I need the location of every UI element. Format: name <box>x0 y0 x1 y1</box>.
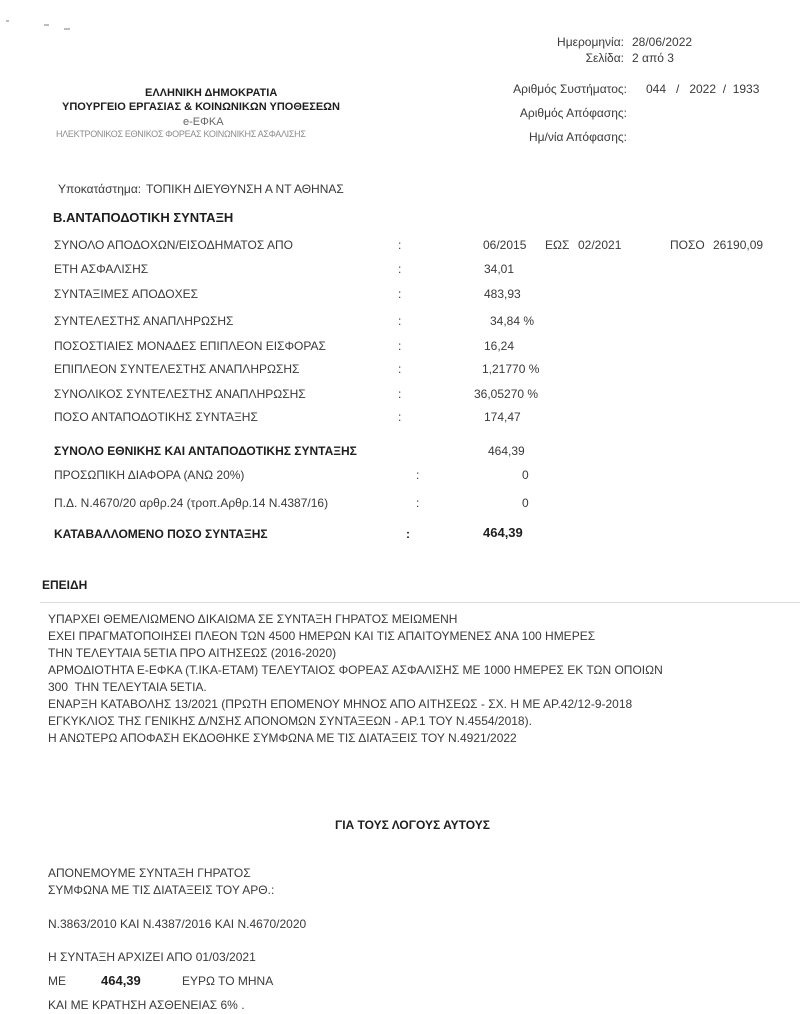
branch-label: Υποκατάστημα: <box>58 182 142 196</box>
award-line-2: ΣΥΜΦΩΝΑ ΜΕ ΤΙΣ ΔΙΑΤΑΞΕΙΣ ΤΟΥ ΑΡΘ.: <box>48 883 275 897</box>
paid-label: ΚΑΤΑΒΑΛΛΟΜΕΝΟ ΠΟΣΟ ΣΥΝΤΑΞΗΣ <box>54 527 268 541</box>
personal-diff-value: 0 <box>522 468 529 482</box>
because-line: ΤΗΝ ΤΕΛΕΥΤΑΙΑ 5ΕΤΙΑ ΠΡΟ ΑΙΤΗΣΕΩΣ (2016-2020) <box>48 646 337 660</box>
paid-value: 464,39 <box>483 525 523 540</box>
date-label: Ημερομηνία: <box>557 35 624 49</box>
award-currency: ΕΥΡΩ ΤΟ ΜΗΝΑ <box>182 974 274 988</box>
pd-label: Π.Δ. Ν.4670/20 αρθρ.24 (τροπ.Αρθρ.14 Ν.4387/16) <box>54 496 329 510</box>
personal-diff-colon: : <box>416 468 420 482</box>
period-to-label: ΕΩΣ <box>545 238 570 252</box>
amount-label: ΠΟΣΟ <box>670 238 705 252</box>
row-colon: : <box>398 262 402 276</box>
row-label: ΠΟΣΟ ΑΝΤΑΠΟΔΟΤΙΚΗΣ ΣΥΝΤΑΞΗΣ <box>54 410 258 424</box>
system-number-1: 044 <box>646 82 667 96</box>
section-title: Β.ΑΝΤΑΠΟΔΟΤΙΚΗ ΣΥΝΤΑΞΗ <box>53 210 234 225</box>
decision-date-label: Ημ/νία Απόφασης: <box>528 130 627 144</box>
row-colon: : <box>398 314 402 328</box>
because-line: ΥΠΑΡΧΕΙ ΘΕΜΕΛΙΩΜΕΝΟ ΔΙΚΑΙΩΜΑ ΣΕ ΣΥΝΤΑΞΗ ΓΗΡΑΤΟΣ ΜΕΙΩΜΕΝΗ <box>48 612 458 626</box>
row-value: 1,21770 % <box>482 362 540 376</box>
total-value: 464,39 <box>488 444 525 458</box>
award-deduction: ΚΑΙ ΜΕ ΚΡΑΤΗΣΗ ΑΣΘΕΝΕΙΑΣ 6% . <box>48 998 245 1012</box>
award-with-label: ΜΕ <box>48 974 66 988</box>
date-value: 28/06/2022 <box>632 35 693 49</box>
because-line: ΕΝΑΡΞΗ ΚΑΤΑΒΟΛΗΣ 13/2021 (ΠΡΩΤΗ ΕΠΟΜΕΝΟΥ ΜΗΝΟΣ ΑΠΟ ΑΙΤΗΣΕΩΣ - ΣΧ. Η ΜΕ ΑΡ.42/12-9-2018 <box>48 697 633 711</box>
row-colon: : <box>398 339 402 353</box>
page-label: Σελίδα: <box>585 51 624 65</box>
total-label: ΣΥΝΟΛΟ ΕΘΝΙΚΗΣ ΚΑΙ ΑΝΤΑΠΟΔΟΤΙΚΗΣ ΣΥΝΤΑΞΗΣ <box>54 444 357 458</box>
row-label: ΣΥΝΤΕΛΕΣΤΗΣ ΑΝΑΠΛΗΡΩΣΗΣ <box>54 314 234 328</box>
period-from: 06/2015 <box>483 238 527 252</box>
branch-value: ΤΟΠΙΚΗ ΔΙΕΥΘΥΝΣΗ Α ΝΤ ΑΘΗΝΑΣ <box>146 182 344 196</box>
period-to: 02/2021 <box>578 238 622 252</box>
row-value: 483,93 <box>484 287 521 301</box>
because-title: ΕΠΕΙΔΗ <box>42 578 88 592</box>
row-colon: : <box>398 387 402 401</box>
decision-number-label: Αριθμός Απόφασης: <box>519 106 627 120</box>
row-label: ΕΤΗ ΑΣΦΑΛΙΣΗΣ <box>54 262 149 276</box>
award-line-1: ΑΠΟΝΕΜΟΥΜΕ ΣΥΝΤΑΞΗ ΓΗΡΑΤΟΣ <box>48 866 251 880</box>
row-value: 16,24 <box>484 339 515 353</box>
row-colon: : <box>398 238 402 252</box>
pd-value: 0 <box>522 496 529 510</box>
row-label: ΕΠΙΠΛΕΟΝ ΣΥΝΤΕΛΕΣΤΗΣ ΑΝΑΠΛΗΡΩΣΗΣ <box>54 362 300 376</box>
row-value: 34,84 % <box>490 314 535 328</box>
award-laws: Ν.3863/2010 ΚΑΙ Ν.4387/2016 ΚΑΙ Ν.4670/2020 <box>48 917 307 931</box>
row-label: ΣΥΝΟΛΟ ΑΠΟΔΟΧΩΝ/ΕΙΣΟΔΗΜΑΤΟΣ ΑΠΟ <box>54 238 293 252</box>
award-amount: 464,39 <box>101 973 141 988</box>
row-label: ΠΟΣΟΣΤΙΑΙΕΣ ΜΟΝΑΔΕΣ ΕΠΙΠΛΕΟΝ ΕΙΣΦΟΡΑΣ <box>54 339 326 353</box>
scan-artifact <box>44 24 49 26</box>
row-label: ΣΥΝΟΛΙΚΟΣ ΣΥΝΤΕΛΕΣΤΗΣ ΑΝΑΠΛΗΡΩΣΗΣ <box>54 387 306 401</box>
system-number-label: Αριθμός Συστήματος: <box>513 82 627 96</box>
because-line: 300 ΤΗΝ ΤΕΛΕΥΤΑΙΑ 5ΕΤΙΑ. <box>48 680 207 694</box>
amount-value: 26190,09 <box>713 238 764 252</box>
row-value: 174,47 <box>484 410 521 424</box>
personal-diff-label: ΠΡΟΣΩΠΙΚΗ ΔΙΑΦΟΡΑ (ΑΝΩ 20%) <box>54 468 245 482</box>
because-line: Η ΑΝΩΤΕΡΩ ΑΠΟΦΑΣΗ ΕΚΔΟΘΗΚΕ ΣΥΜΦΩΝΑ ΜΕ ΤΙΣ ΔΙΑΤΑΞΕΙΣ ΤΟΥ Ν.4921/2022 <box>48 731 517 745</box>
org-line-2: ΥΠΟΥΡΓΕΙΟ ΕΡΓΑΣΙΑΣ & ΚΟΙΝΩΝΙΚΩΝ ΥΠΟΘΕΣΕΩΝ <box>62 101 340 113</box>
pd-colon: : <box>416 496 420 510</box>
row-label: ΣΥΝΤΑΞΙΜΕΣ ΑΠΟΔΟΧΕΣ <box>54 287 199 301</box>
because-line: ΕΧΕΙ ΠΡΑΓΜΑΤΟΠΟΙΗΣΕΙ ΠΛΕΟΝ ΤΩΝ 4500 ΗΜΕΡΩΝ ΚΑΙ ΤΙΣ ΑΠΑΙΤΟΥΜΕΝΕΣ ΑΝΑ 100 ΗΜΕΡΕΣ <box>48 629 596 643</box>
row-value: 34,01 <box>484 262 515 276</box>
paid-colon: : <box>406 527 410 541</box>
org-line-1: ΕΛΛΗΝΙΚΗ ΔΗΜΟΚΡΑΤΙΑ <box>145 87 278 99</box>
row-colon: : <box>398 362 402 376</box>
separator-line <box>40 602 800 603</box>
scan-artifact <box>64 28 70 30</box>
system-number-2: / 2022 / 1933 <box>676 82 760 96</box>
org-line-4: ΗΛΕΚΤΡΟΝΙΚΟΣ ΕΘΝΙΚΟΣ ΦΟΡΕΑΣ ΚΟΙΝΩΝΙΚΗΣ ΑΣΦΑΛΙΣΗΣ <box>56 129 306 139</box>
reasons-title: ΓΙΑ ΤΟΥΣ ΛΟΓΟΥΣ ΑΥΤΟΥΣ <box>335 818 490 832</box>
award-start: Η ΣΥΝΤΑΞΗ ΑΡΧΙΖΕΙ ΑΠΟ 01/03/2021 <box>48 950 256 964</box>
because-line: ΕΓΚΥΚΛΙΟΣ ΤΗΣ ΓΕΝΙΚΗΣ Δ/ΝΣΗΣ ΑΠΟΝΟΜΩΝ ΣΥΝΤΑΞΕΩΝ - ΑΡ.1 ΤΟΥ Ν.4554/2018). <box>48 714 532 728</box>
row-colon: : <box>398 410 402 424</box>
scan-artifact <box>6 20 9 22</box>
because-line: ΑΡΜΟΔΙΟΤΗΤΑ Ε-ΕΦΚΑ (Τ.ΙΚΑ-ΕΤΑΜ) ΤΕΛΕΥΤΑΙΟΣ ΦΟΡΕΑΣ ΑΣΦΑΛΙΣΗΣ ΜΕ 1000 ΗΜΕΡΕΣ ΕΚ ΤΩΝ ΟΠΟΙΩΝ <box>48 663 663 677</box>
row-colon: : <box>398 287 402 301</box>
org-line-3: e-ΕΦΚΑ <box>183 116 224 128</box>
row-value: 36,05270 % <box>474 387 539 401</box>
page-value: 2 από 3 <box>632 51 674 65</box>
